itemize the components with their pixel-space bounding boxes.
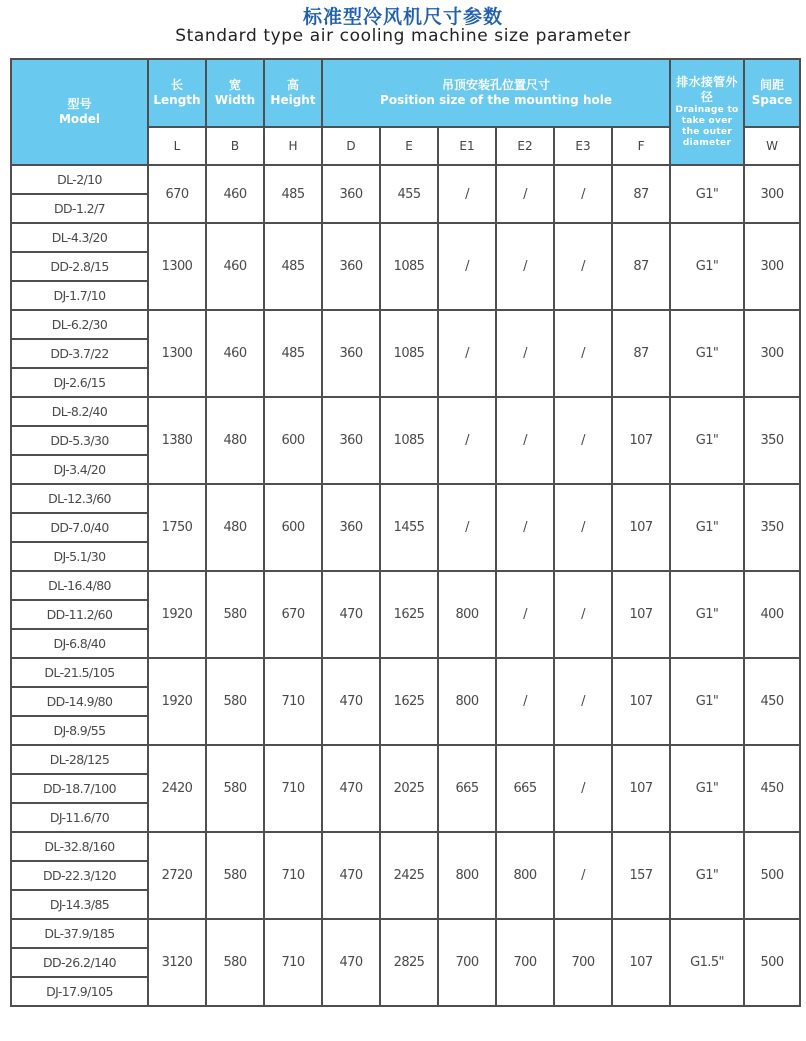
value-cell: G1": [670, 165, 744, 223]
value-cell: 1085: [380, 397, 438, 484]
table-row: [11, 165, 800, 194]
value-cell: 2025: [380, 745, 438, 832]
value-cell: 470: [322, 658, 380, 745]
value-cell: 800: [438, 571, 496, 658]
value-cell: 580: [206, 658, 264, 745]
value-cell: 800: [496, 832, 554, 919]
model-cell: DL-32.8/160: [11, 832, 148, 861]
model-cell: DD-3.7/22: [11, 339, 148, 368]
value-cell: 500: [744, 919, 800, 1006]
table-row: [11, 658, 800, 687]
value-cell: 470: [322, 919, 380, 1006]
value-cell: G1": [670, 571, 744, 658]
value-cell: 800: [438, 832, 496, 919]
value-cell: 670: [148, 165, 206, 223]
model-cell: DJ-6.8/40: [11, 629, 148, 658]
model-cell: DL-12.3/60: [11, 484, 148, 513]
value-cell: 580: [206, 571, 264, 658]
value-cell: /: [554, 658, 612, 745]
value-cell: 360: [322, 223, 380, 310]
model-cell: DJ-17.9/105: [11, 977, 148, 1006]
value-cell: 1085: [380, 310, 438, 397]
model-cell: DL-2/10: [11, 165, 148, 194]
code-E3: E3: [554, 127, 612, 165]
value-cell: 3120: [148, 919, 206, 1006]
value-cell: 1300: [148, 223, 206, 310]
value-cell: 87: [612, 165, 670, 223]
model-cell: DJ-11.6/70: [11, 803, 148, 832]
value-cell: G1": [670, 484, 744, 571]
value-cell: /: [554, 745, 612, 832]
title-english: Standard type air cooling machine size parameter: [175, 26, 631, 46]
value-cell: /: [554, 832, 612, 919]
value-cell: /: [438, 165, 496, 223]
model-cell: DL-6.2/30: [11, 310, 148, 339]
value-cell: 2420: [148, 745, 206, 832]
value-cell: /: [554, 310, 612, 397]
header-space: 间距 Space: [744, 59, 800, 127]
value-cell: /: [438, 397, 496, 484]
value-cell: 485: [264, 165, 322, 223]
value-cell: 460: [206, 223, 264, 310]
code-L: L: [148, 127, 206, 165]
header-width: 宽 Width: [206, 59, 264, 127]
model-cell: DJ-2.6/15: [11, 368, 148, 397]
table-row: [11, 397, 800, 426]
header-drainage: 排水接管外径 Drainage to take over the outer diameter: [670, 59, 744, 165]
model-cell: DD-18.7/100: [11, 774, 148, 803]
model-cell: DD-5.3/30: [11, 426, 148, 455]
value-cell: 800: [438, 658, 496, 745]
value-cell: 1300: [148, 310, 206, 397]
value-cell: 360: [322, 310, 380, 397]
value-cell: 360: [322, 165, 380, 223]
table-body: [11, 165, 800, 1006]
value-cell: G1": [670, 745, 744, 832]
code-D: D: [322, 127, 380, 165]
value-cell: 710: [264, 832, 322, 919]
value-cell: 700: [554, 919, 612, 1006]
value-cell: 480: [206, 484, 264, 571]
value-cell: /: [496, 310, 554, 397]
value-cell: 157: [612, 832, 670, 919]
value-cell: 107: [612, 397, 670, 484]
model-cell: DD-1.2/7: [11, 194, 148, 223]
value-cell: G1.5": [670, 919, 744, 1006]
value-cell: 485: [264, 223, 322, 310]
value-cell: 450: [744, 745, 800, 832]
value-cell: 580: [206, 919, 264, 1006]
value-cell: 360: [322, 484, 380, 571]
value-cell: 360: [322, 397, 380, 484]
value-cell: 107: [612, 571, 670, 658]
value-cell: 1750: [148, 484, 206, 571]
value-cell: 1380: [148, 397, 206, 484]
size-parameter-table: [10, 58, 801, 1007]
value-cell: /: [554, 165, 612, 223]
value-cell: /: [554, 484, 612, 571]
value-cell: 1455: [380, 484, 438, 571]
model-cell: DD-14.9/80: [11, 687, 148, 716]
model-cell: DD-26.2/140: [11, 948, 148, 977]
value-cell: 300: [744, 165, 800, 223]
value-cell: 400: [744, 571, 800, 658]
value-cell: /: [554, 397, 612, 484]
model-cell: DD-2.8/15: [11, 252, 148, 281]
value-cell: 700: [438, 919, 496, 1006]
value-cell: /: [496, 165, 554, 223]
value-cell: 350: [744, 397, 800, 484]
header-height: 高 Height: [264, 59, 322, 127]
table-row: [11, 919, 800, 948]
model-cell: DJ-1.7/10: [11, 281, 148, 310]
value-cell: 1625: [380, 571, 438, 658]
value-cell: 107: [612, 658, 670, 745]
value-cell: 665: [438, 745, 496, 832]
model-cell: DJ-14.3/85: [11, 890, 148, 919]
value-cell: 300: [744, 310, 800, 397]
model-cell: DL-8.2/40: [11, 397, 148, 426]
value-cell: 2825: [380, 919, 438, 1006]
table-row: [11, 310, 800, 339]
model-cell: DL-4.3/20: [11, 223, 148, 252]
header-mounting-hole: 吊顶安装孔位置尺寸 Position size of the mounting hole: [322, 59, 670, 127]
value-cell: 87: [612, 223, 670, 310]
value-cell: /: [438, 310, 496, 397]
value-cell: 1920: [148, 571, 206, 658]
value-cell: /: [554, 571, 612, 658]
code-E2: E2: [496, 127, 554, 165]
value-cell: /: [554, 223, 612, 310]
value-cell: 580: [206, 832, 264, 919]
value-cell: 1920: [148, 658, 206, 745]
value-cell: 710: [264, 919, 322, 1006]
model-cell: DL-28/125: [11, 745, 148, 774]
value-cell: /: [496, 571, 554, 658]
model-cell: DJ-5.1/30: [11, 542, 148, 571]
value-cell: 500: [744, 832, 800, 919]
value-cell: /: [496, 223, 554, 310]
value-cell: G1": [670, 832, 744, 919]
value-cell: /: [496, 658, 554, 745]
code-H: H: [264, 127, 322, 165]
value-cell: 460: [206, 310, 264, 397]
value-cell: 1085: [380, 223, 438, 310]
code-F: F: [612, 127, 670, 165]
value-cell: 710: [264, 745, 322, 832]
value-cell: 107: [612, 919, 670, 1006]
value-cell: 107: [612, 484, 670, 571]
value-cell: 710: [264, 658, 322, 745]
value-cell: /: [496, 484, 554, 571]
header-length: 长 Length: [148, 59, 206, 127]
table-row: [11, 832, 800, 861]
code-B: B: [206, 127, 264, 165]
value-cell: 470: [322, 745, 380, 832]
value-cell: 455: [380, 165, 438, 223]
model-cell: DD-7.0/40: [11, 513, 148, 542]
model-cell: DL-16.4/80: [11, 571, 148, 600]
value-cell: 480: [206, 397, 264, 484]
title-chinese: 标准型冷风机尺寸参数: [302, 6, 503, 28]
value-cell: 107: [612, 745, 670, 832]
code-E1: E1: [438, 127, 496, 165]
value-cell: 580: [206, 745, 264, 832]
table-row: [11, 745, 800, 774]
value-cell: G1": [670, 658, 744, 745]
model-cell: DD-22.3/120: [11, 861, 148, 890]
value-cell: G1": [670, 223, 744, 310]
model-cell: DD-11.2/60: [11, 600, 148, 629]
value-cell: 1625: [380, 658, 438, 745]
code-E: E: [380, 127, 438, 165]
value-cell: G1": [670, 397, 744, 484]
value-cell: 450: [744, 658, 800, 745]
value-cell: 2425: [380, 832, 438, 919]
table-row: [11, 484, 800, 513]
value-cell: 2720: [148, 832, 206, 919]
model-cell: DL-37.9/185: [11, 919, 148, 948]
table-row: [11, 223, 800, 252]
value-cell: /: [438, 223, 496, 310]
model-cell: DJ-8.9/55: [11, 716, 148, 745]
value-cell: 460: [206, 165, 264, 223]
value-cell: /: [496, 397, 554, 484]
value-cell: 485: [264, 310, 322, 397]
value-cell: 670: [264, 571, 322, 658]
value-cell: 87: [612, 310, 670, 397]
model-cell: DL-21.5/105: [11, 658, 148, 687]
table-row: [11, 571, 800, 600]
value-cell: 300: [744, 223, 800, 310]
value-cell: 470: [322, 571, 380, 658]
value-cell: 600: [264, 484, 322, 571]
value-cell: 600: [264, 397, 322, 484]
header-model: 型号 Model: [11, 59, 148, 165]
value-cell: 350: [744, 484, 800, 571]
value-cell: 470: [322, 832, 380, 919]
value-cell: 665: [496, 745, 554, 832]
value-cell: /: [438, 484, 496, 571]
model-cell: DJ-3.4/20: [11, 455, 148, 484]
code-W: W: [744, 127, 800, 165]
value-cell: G1": [670, 310, 744, 397]
value-cell: 700: [496, 919, 554, 1006]
